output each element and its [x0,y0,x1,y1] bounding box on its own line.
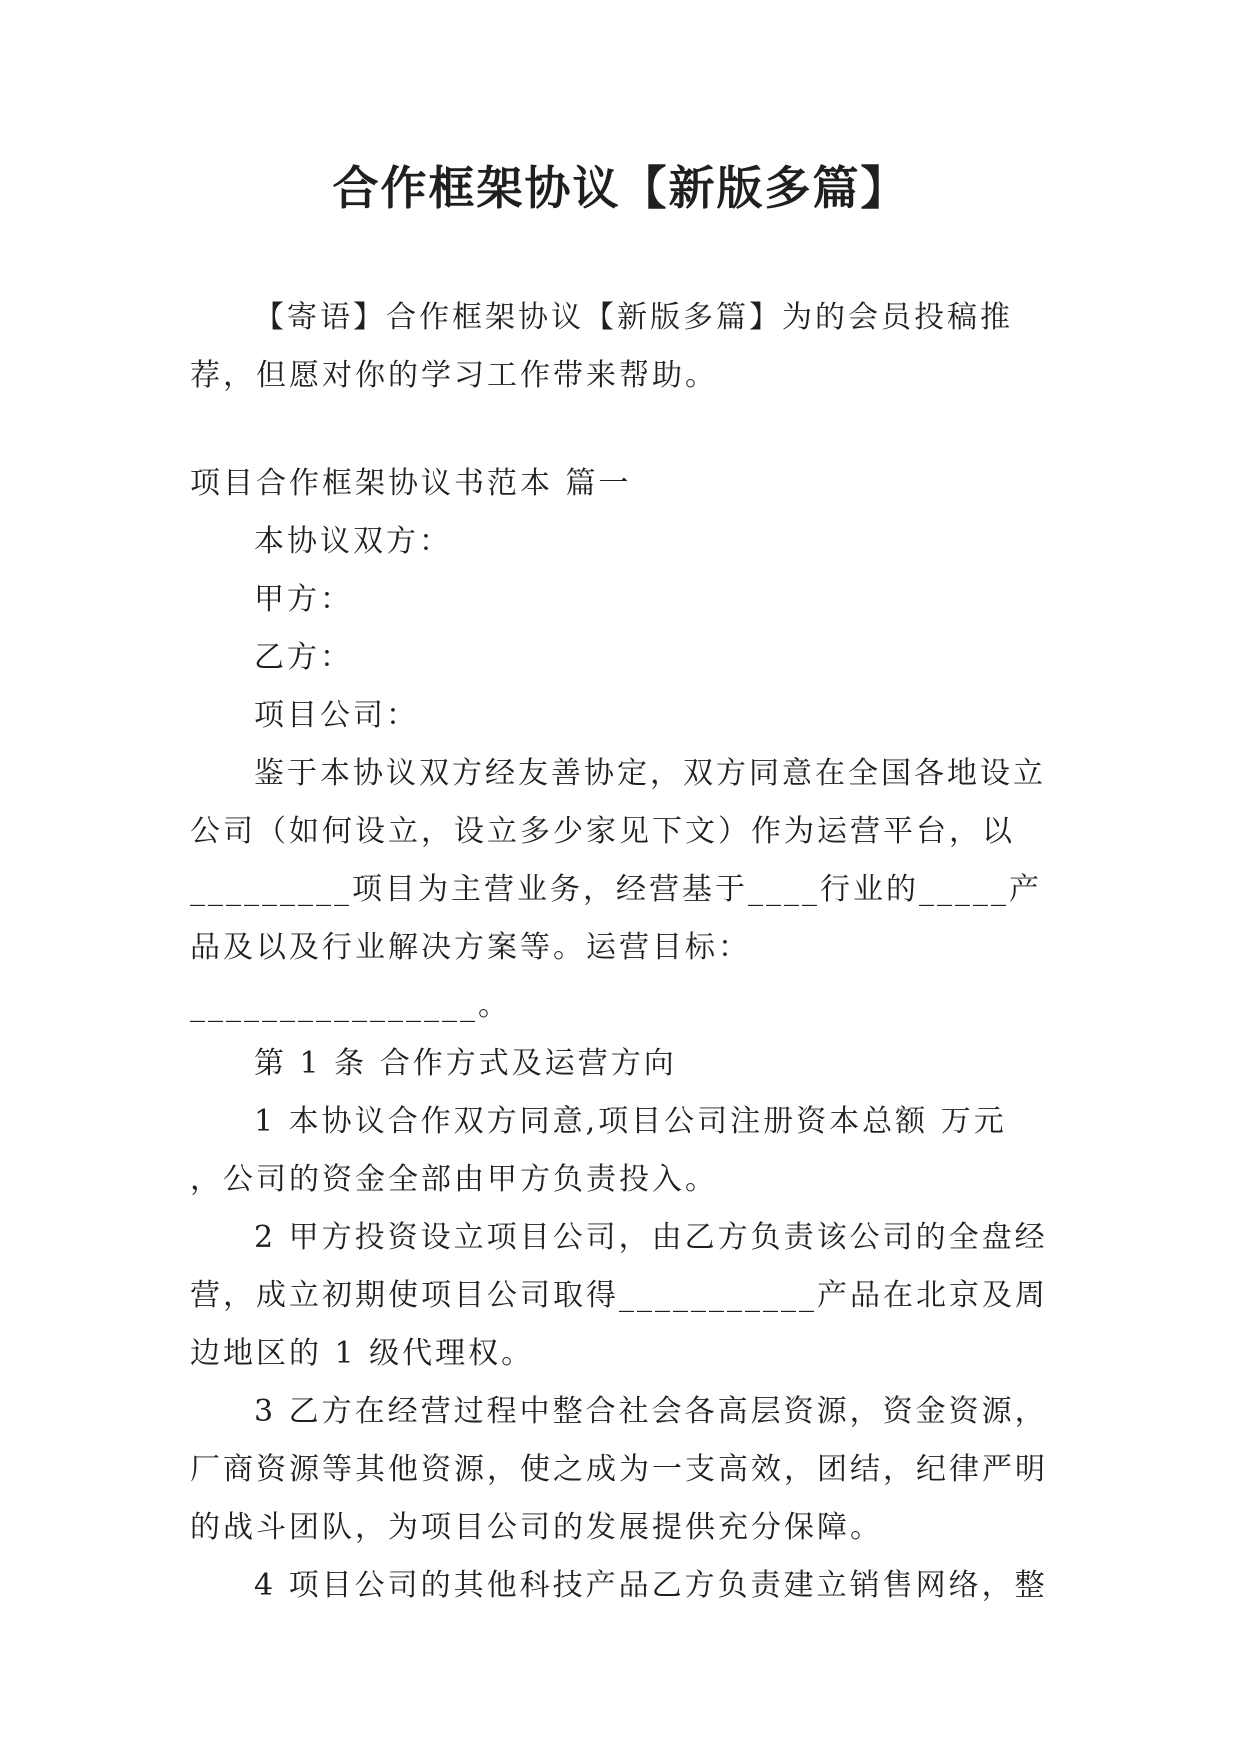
clause-3-paragraph: 3 乙方在经营过程中整合社会各高层资源，资金资源，厂商资源等其他资源，使之成为一支高效，团结，纪律严明的战斗团队，为项目公司的发展提供充分保障。 [190,1394,1048,1545]
clause-2-paragraph: 2 甲方投资设立项目公司，由乙方负责该公司的全盘经营，成立初期使项目公司取得___________产品在北京及周边地区的 1 级代理权。 [190,1220,1048,1371]
article-1-heading: 第 1 条 合作方式及运营方向 [254,1046,677,1081]
party-a-line: 甲方： [254,582,353,617]
document-title: 合作框架协议【新版多篇】 [332,161,909,215]
section-heading: 项目合作框架协议书范本 篇一 [190,466,632,501]
whereas-paragraph: 鉴于本协议双方经友善协定，双方同意在全国各地设立公司（如何设立，设立多少家见下文）作为运营平台，以_________项目为主营业务，经营基于____行业的_____产品及以及行业解决方案等。运营目标：________________。 [190,756,1046,1023]
intro-paragraph: 【寄语】合作框架协议【新版多篇】为的会员投稿推荐，但愿对你的学习工作带来帮助。 [190,300,1013,393]
clause-1-paragraph: 1 本协议合作双方同意,项目公司注册资本总额 万元 ，公司的资金全部由甲方负责投入。 [190,1104,1007,1197]
project-company-line: 项目公司： [254,698,419,733]
document-body [190,289,1050,1615]
party-b-line: 乙方： [254,640,353,675]
clause-4-paragraph: 4 项目公司的其他科技产品乙方负责建立销售网络，整 [254,1568,1048,1603]
parties-label: 本协议双方： [254,524,452,559]
